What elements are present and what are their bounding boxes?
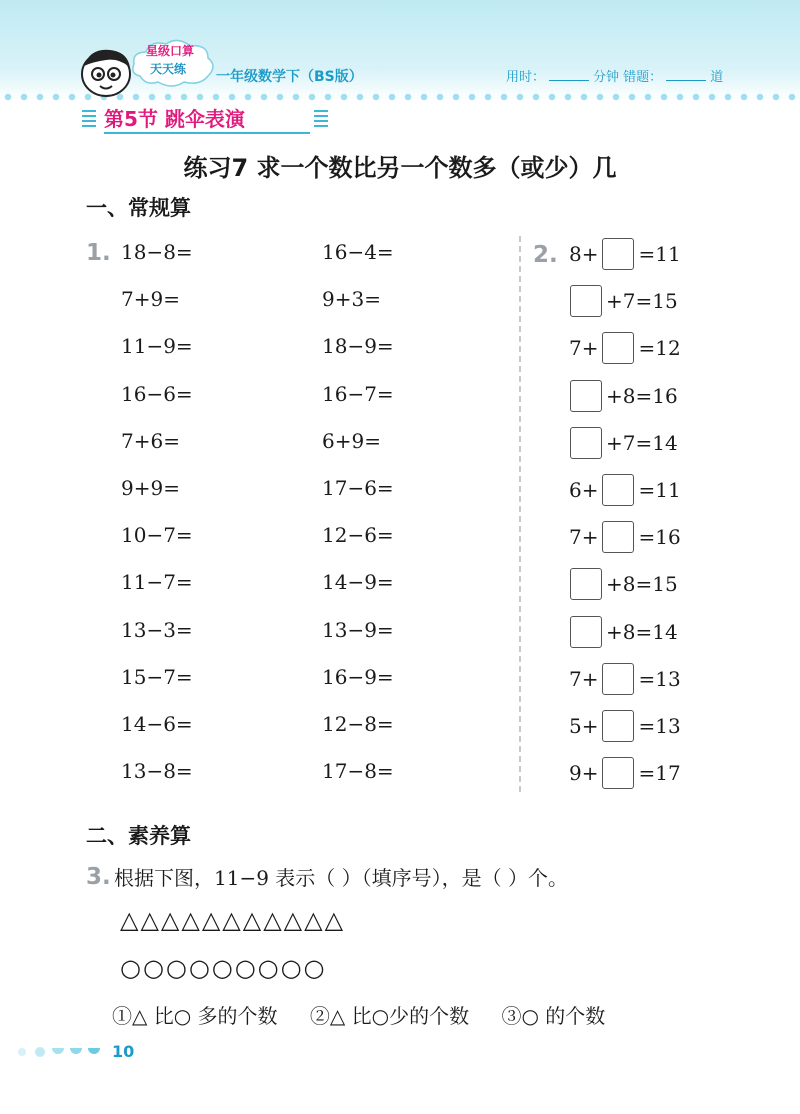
q1-number: 1. (86, 240, 111, 266)
answer-box[interactable] (602, 663, 634, 695)
q1-equation: 16−4= (322, 240, 394, 264)
part2-heading: 二、素养算 (86, 824, 191, 848)
circles-row: ○○○○○○○○○ (120, 954, 327, 982)
option-2[interactable]: ②△ 比○少的个数 (309, 1004, 470, 1028)
q1-equation: 17−8= (322, 759, 394, 784)
banner-lines-right (314, 110, 328, 128)
q1-equation: 11−7= (121, 570, 193, 595)
q1-equation: 14−6= (121, 712, 193, 736)
q2-rest: +8=16 (606, 383, 678, 408)
answer-box[interactable] (602, 238, 634, 270)
header-fields (506, 66, 723, 85)
triangles-row: △△△△△△△△△△△ (120, 906, 346, 934)
q2-rest: +8=14 (606, 619, 678, 644)
q2-row (570, 283, 678, 319)
question-unit: 道 (710, 70, 724, 85)
q2-rest: +8=15 (606, 572, 678, 597)
q1-equation: 13−3= (121, 617, 193, 642)
q2-number: 2. (533, 242, 558, 268)
page-number: 10 (112, 1042, 135, 1061)
option-3[interactable]: ③○ 的个数 (501, 1004, 606, 1028)
q2-addend: 6+ (569, 478, 599, 502)
answer-box[interactable] (570, 616, 602, 648)
q2-rest: =17 (638, 761, 681, 786)
q3-options (112, 1000, 631, 1029)
errors-label: 错题： (623, 70, 663, 85)
q2-row (569, 661, 681, 697)
q2-row (570, 614, 678, 650)
q1-equation: 9+9= (121, 476, 180, 500)
dashed-divider (519, 236, 521, 792)
part1-heading: 一、常规算 (86, 196, 191, 220)
q2-row (569, 330, 681, 366)
q2-addend: 7+ (569, 666, 599, 691)
q1-equation: 14−9= (322, 570, 394, 595)
q1-equation: 12−8= (322, 712, 394, 736)
q2-rest: +7=14 (606, 430, 678, 455)
q2-addend: 5+ (569, 714, 599, 738)
q2-addend: 8+ (569, 242, 599, 266)
q1-equation: 11−9= (121, 334, 193, 359)
q1-equation: 10−7= (121, 523, 193, 548)
q2-row (569, 519, 681, 555)
time-blank[interactable] (549, 80, 589, 81)
q2-rest: =13 (638, 714, 681, 738)
q1-equation: 6+9= (322, 428, 381, 453)
option-1[interactable]: ①△ 比○ 多的个数 (112, 1004, 278, 1028)
page-title: 练习7 求一个数比另一个数多（或少）几 (183, 154, 617, 182)
q3-question-text: 根据下图，11−9 表示（ ）（填序号），是（ ）个。 (114, 866, 569, 890)
answer-box[interactable] (570, 285, 602, 317)
q1-equation: 13−8= (121, 759, 193, 784)
q1-equation: 15−7= (121, 664, 193, 689)
q2-addend: 9+ (569, 761, 599, 786)
section-banner (82, 106, 332, 132)
q1-equation: 7+6= (121, 428, 180, 453)
answer-box[interactable] (602, 332, 634, 364)
q2-addend: 7+ (569, 336, 599, 361)
q2-row (570, 378, 678, 414)
q2-row (569, 755, 681, 791)
q1-equation: 13−9= (322, 617, 394, 642)
brand-line-2: 天天练 (150, 62, 187, 76)
q2-row (569, 236, 681, 272)
answer-box[interactable] (570, 568, 602, 600)
answer-box[interactable] (570, 380, 602, 412)
answer-box[interactable] (570, 427, 602, 459)
footer-dots-decoration (16, 1044, 106, 1060)
q1-equation: 16−9= (322, 664, 394, 689)
q2-rest: =16 (638, 525, 681, 550)
answer-box[interactable] (602, 521, 634, 553)
q2-addend: 7+ (569, 525, 599, 550)
q1-equation: 7+9= (121, 287, 180, 312)
q1-equation: 18−8= (121, 240, 193, 264)
book-title: 一年级数学下（BS版） (216, 69, 363, 85)
banner-lines-left (82, 110, 96, 128)
q2-rest: =12 (638, 336, 681, 361)
answer-box[interactable] (602, 757, 634, 789)
time-label: 用时： (506, 70, 546, 85)
q1-equation: 17−6= (322, 476, 394, 500)
q2-rest: =11 (638, 242, 681, 266)
q2-rest: =13 (638, 666, 681, 691)
q2-row (569, 472, 681, 508)
q2-rest: =11 (638, 478, 681, 502)
errors-blank[interactable] (666, 80, 706, 81)
q3-number: 3. (86, 864, 111, 890)
q2-rest: +7=15 (606, 289, 678, 314)
answer-box[interactable] (602, 710, 634, 742)
q1-equation: 9+3= (322, 287, 381, 312)
q2-row (569, 708, 681, 744)
answer-box[interactable] (602, 474, 634, 506)
q2-row (570, 566, 678, 602)
minute-label: 分钟 (593, 70, 620, 85)
q1-equation: 18−9= (322, 334, 394, 359)
brand-line-1: 星级口算 (146, 44, 195, 58)
section-title: 第5节 跳伞表演 (104, 106, 310, 134)
q2-row (570, 425, 678, 461)
q1-equation: 16−7= (322, 381, 394, 406)
q1-equation: 12−6= (322, 523, 394, 548)
q1-equation: 16−6= (121, 381, 193, 406)
